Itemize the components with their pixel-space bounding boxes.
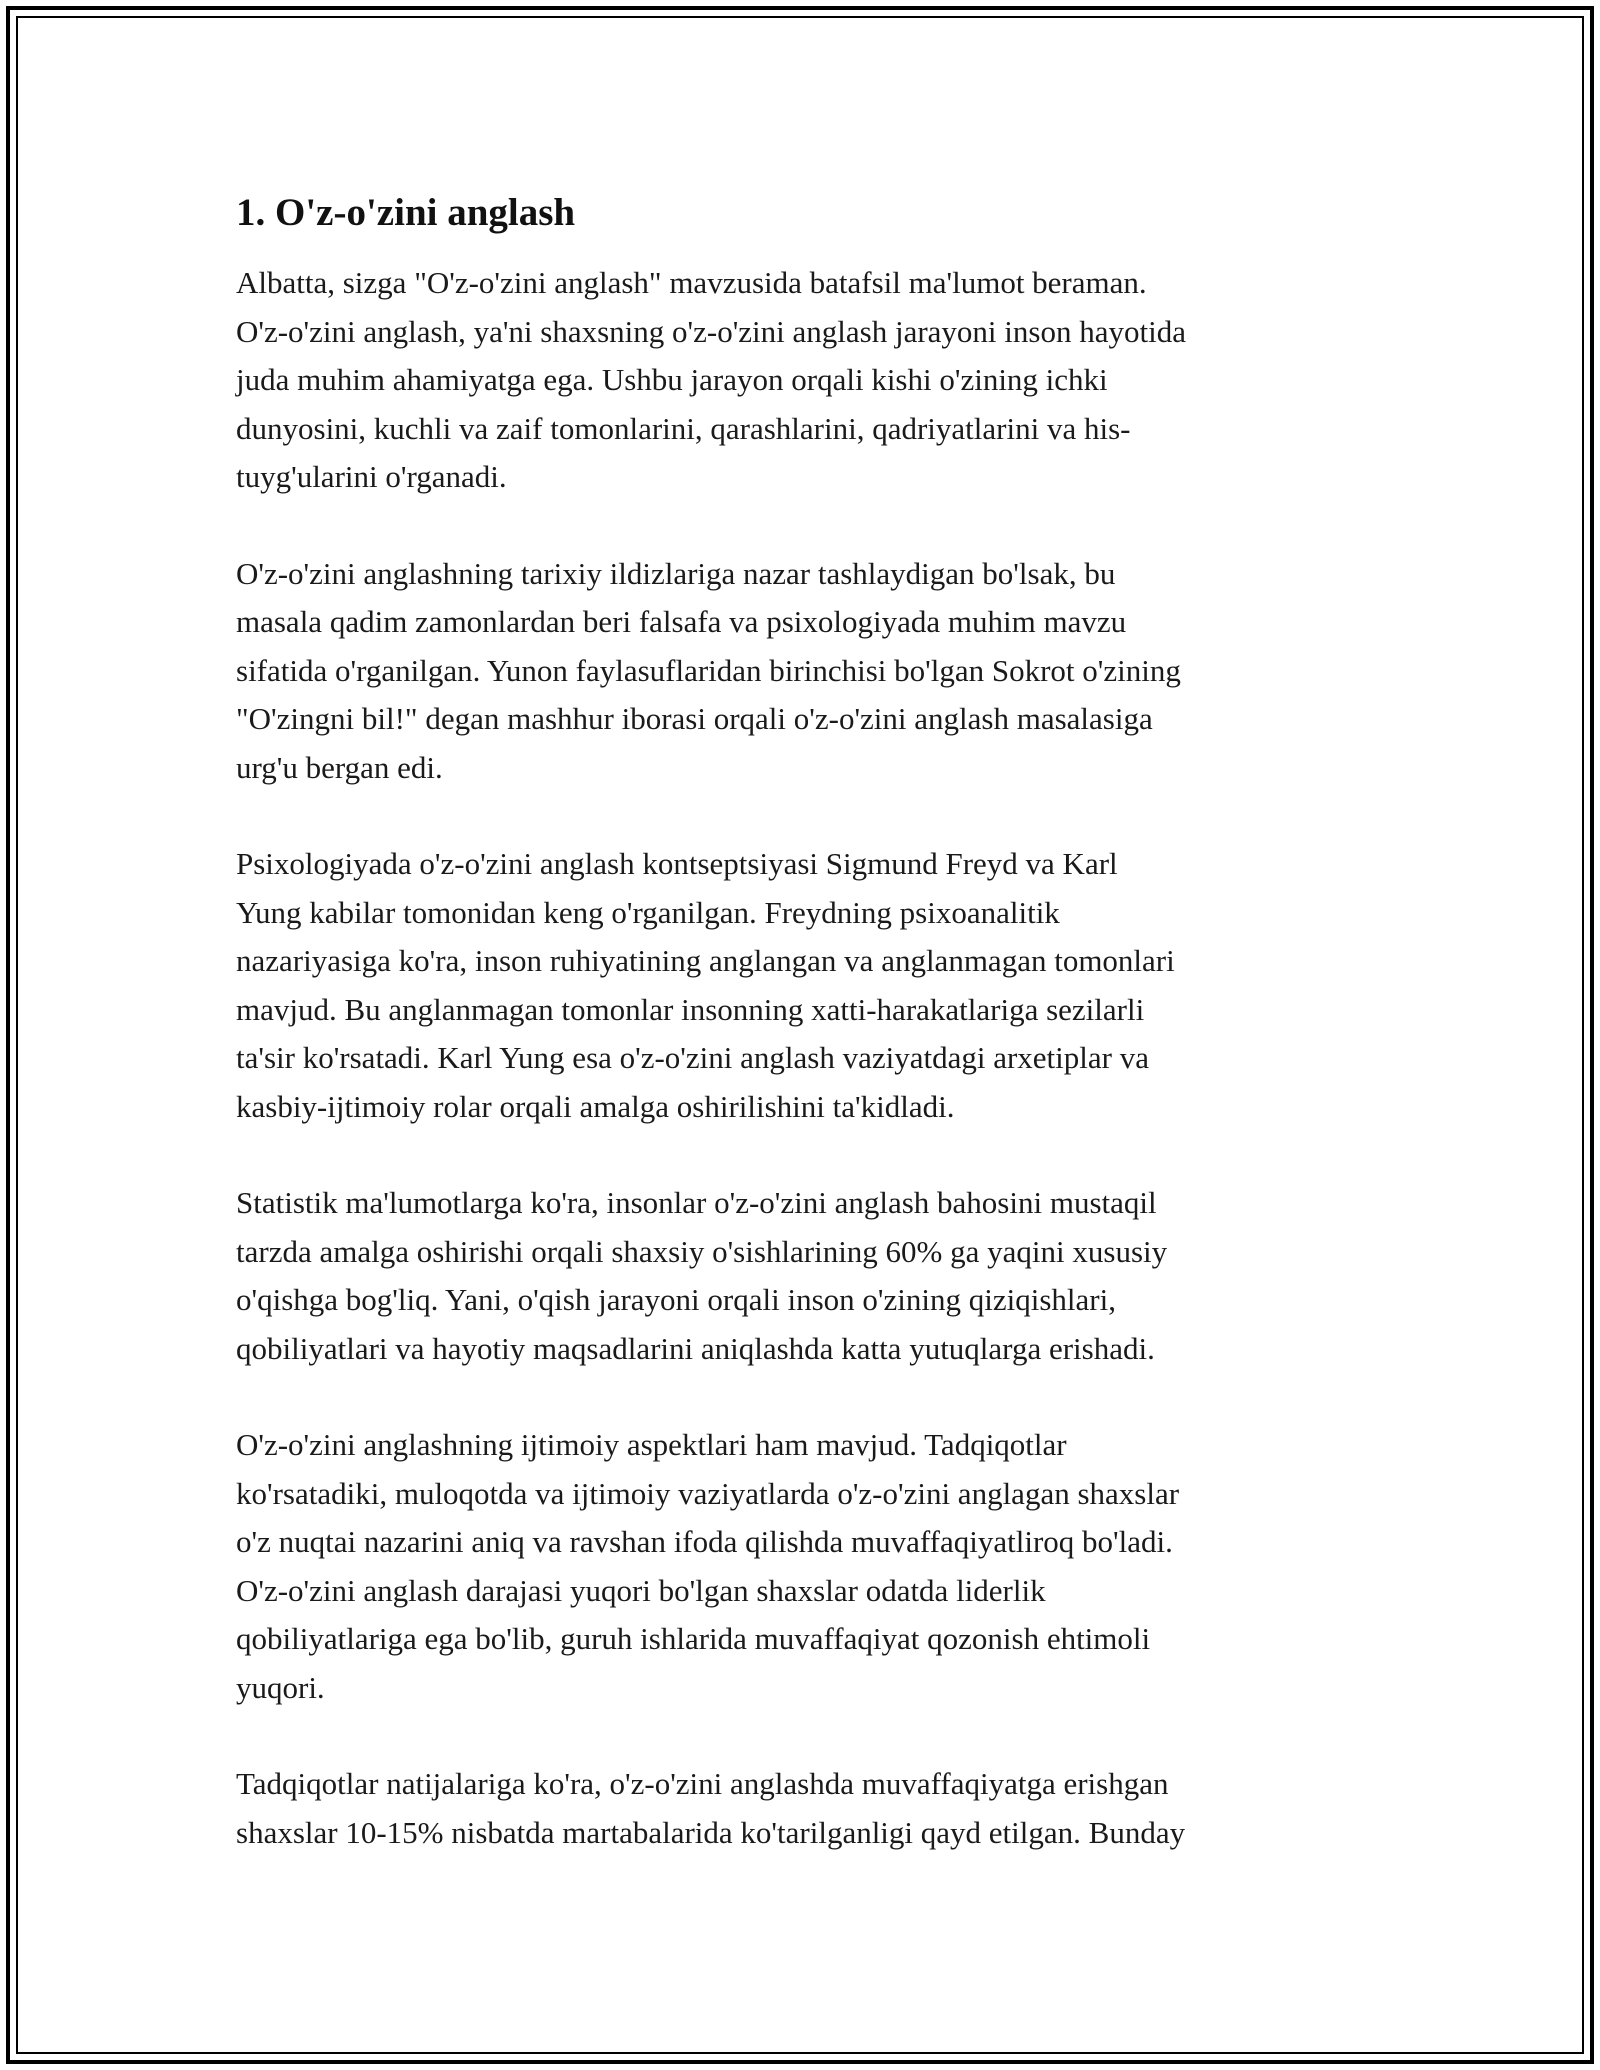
document-body: [236, 186, 1366, 1905]
paragraph-psychology: Psixologiyada o'z-o'zini anglash kontseptsiyasi Sigmund Freyd va Karl Yung kabilar tomonidan keng o'rganilgan. Freydning psixoanalitik nazariyasiga ko'ra, inson ruhiyatining anglangan va anglanmagan tomonlari mavjud. Bu anglanmagan tomonlar insonning xatti-harakatlariga sezilarli ta'sir ko'rsatadi. Karl Yung esa o'z-o'zini anglash vaziyatdagi arxetiplar va kasbiy-ijtimoiy rolar orqali amalga oshirilishini ta'kidladi.: [236, 846, 1175, 1124]
paragraph-intro: Albatta, sizga "O'z-o'zini anglash" mavzusida batafsil ma'lumot beraman. O'z-o'zini anglash, ya'ni shaxsning o'z-o'zini anglash jarayoni inson hayotida juda muhim ahamiyatga ega. Ushbu jarayon orqali kishi o'zining ichki dunyosini, kuchli va zaif tomonlarini, qarashlarini, qadriyatlarini va his- tuyg'ularini o'rganadi.: [236, 265, 1186, 494]
paragraph-statistics: Statistik ma'lumotlarga ko'ra, insonlar o'z-o'zini anglash bahosini mustaqil tarzda amalga oshirishi orqali shaxsiy o'sishlarining 60% ga yaqini xususiy o'qishga bog'liq. Yani, o'qish jarayoni orqali inson o'zining qiziqishlari, qobiliyatlari va hayotiy maqsadlarini aniqlashda katta yutuqlarga erishadi.: [236, 1185, 1168, 1366]
paragraph-social-aspects: O'z-o'zini anglashning ijtimoiy aspektlari ham mavjud. Tadqiqotlar ko'rsatadiki, muloqotda va ijtimoiy vaziyatlarda o'z-o'zini anglagan shaxslar o'z nuqtai nazarini aniq va ravshan ifoda qilishda muvaffaqiyatliroq bo'ladi. O'z-o'zini anglash darajasi yuqori bo'lgan shaxslar odatda liderlik qobiliyatlariga ega bo'lib, guruh ishlarida muvaffaqiyat qozonish ehtimoli yuqori.: [236, 1427, 1180, 1705]
paragraph-research-results: Tadqiqotlar natijalariga ko'ra, o'z-o'zini anglashda muvaffaqiyatga erishgan shaxslar 10-15% nisbatda martabalarida ko'tarilganligi qayd etilgan. Bunday: [236, 1766, 1186, 1850]
paragraph-history: O'z-o'zini anglashning tarixiy ildizlariga nazar tashlaydigan bo'lsak, bu masala qadim zamonlardan beri falsafa va psixologiyada muhim mavzu sifatida o'rganilgan. Yunon faylasuflaridan birinchisi bo'lgan Sokrot o'zining "O'zingni bil!" degan mashhur iborasi orqali o'z-o'zini anglash masalasiga urg'u bergan edi.: [236, 555, 1181, 785]
document-heading: 1. O'z-o'zini anglash: [236, 191, 576, 234]
